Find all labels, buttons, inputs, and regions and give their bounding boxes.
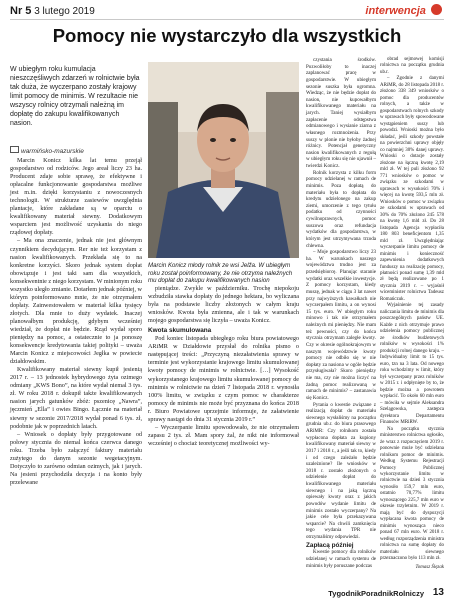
paragraph: obrad sejmowej komisji rolnictwa na początku grudnia ub.r. (380, 57, 444, 75)
section-circle-icon (431, 4, 442, 15)
section-label (365, 4, 442, 17)
column-2 (148, 285, 299, 448)
paragraph: Kwestie pomocy dla rolników udzielanej w ramach systemu de minimis były poruszane podczas (306, 549, 376, 569)
page-header (0, 0, 454, 22)
paragraph: pieniądze. Zwykle w październiku. Trochę niepokoju wzbudziła stawka dopłaty do jednego hektara, bo wyliczana była na podstawie liczby złożonych w całym kraju wniosków. Kwota była zmienna, ale i tak w warunkach mojego gospodarstwa się liczyła – uważa Konicz. (148, 286, 299, 325)
column-4 (380, 57, 444, 571)
subheading: Kwota skumulowana (148, 327, 212, 335)
paragraph: Kwalifikowany materiał siewny kupił jesienią 2017 r. – 13 jednostek hybrydowego żyta ozimego odmiany „KWS Bono”, na które wydał niemal 3 tys. zł. W roku 2018 r. dokupił także kwalifikowanych nasion jarych gatunków zbóż: pszenicę „Nawra”, jęczmień „Ella” i owies Bingo. Łącznie na materiał siewny w sezonie 2017/2018 wydał ponad 6 tys. zł, podobnie jak w poprzednich latach. (10, 367, 142, 430)
header-divider (10, 19, 444, 20)
column-1 (10, 157, 142, 487)
publication-logo: TygodnikPoradnikRolniczy (328, 589, 424, 598)
column-3 (306, 57, 376, 569)
envelope-icon (10, 146, 19, 153)
paragraph: – Wyczerpanie limitu spowodowało, że nie otrzymałem zapasu 2 tys. zł. Mam spory żal, że nikt nie informował wcześniej o chociaż teoretycznej możliwości wy- (148, 424, 299, 447)
issue-date: 3 lutego 2019 (34, 6, 95, 17)
paragraph: czystania środków. Pozwoliłoby to inaczej zaplanować pracę w gospodarstwie. W ubiegłym sezonie suszka była ogromna. Wiedząc, że nie będzie dopłat do nasion, nie kupowałbym kwalifikowanego materiału na jarych. Taniej wysiałbym zapłacenie odstępstwa odmianowego i wysianie ziarna z własnego rozmnożenia. Przy suszy w plonie nie byłoby żadnej różnicy. Potencjał genetyczny nasion kwalifikowanych z regułą w ubiegłym roku się nie ujawnił – twierdzi Konicz. (306, 57, 376, 169)
article-lead: W ubiegłym roku kumulacja nieszczęśliwych zdarzeń w rolnictwie była tak duża, że wyczerpano zostały krajowy limit pomocy de minimis. W rezultacie nie wszyscy rolnicy otrzymali należną im dopłatę do zakupu kwalifikowanych nasion. (10, 66, 140, 127)
paragraph: Pod koniec listopada ubiegłego roku biura powiatowego ARiMR w Działdowie przysłał do rolnika pismo o następującej treści: „Przyczyną niezałatwienia sprawy w terminie jest wykorzystanie krajowego limitu skumulowanej kwoty pomocy de minimis w rolnictwie. […] Wysokość wykorzystanego krajowego limitu skumulowanej pomocy de minimis w rolnictwie na dzień 7 listopada 2018 r. wynosiła 100% limitu, w związku z czym pomoc w charakterze pomocy de minimis nie może być przyznana do końca 2018 r. Biuro Powiatowe uprzejmie informuje, że załatwienie sprawy nastąpi do dnia 31 stycznia 2019 r.” (148, 336, 299, 423)
section-name: interwencja (365, 5, 426, 17)
paragraph: Wyjaśnienie tej zasady naliczania limitu de minimis dla poszczególnych państw UE. Każde z nich otrzymuje prawo udzielenia pomocy publicznej ze środków budżetowych rolników w wysokości 1% produkcji rolnej danego kraju. – Indywidualny limit to 15 tys. euro, tzn na 3 lata. Od nowego roku wchodzimy w limit, który był wyczerpany przez rolników w 2015 r. i odpłynięte by to, że będzie można a powrotem wypłacić. To około 60 mln euro – mówiła w sejmie Aleksandra Szelągowska, zastępca dyrektora Departamentu Finansów MRiRW. (380, 303, 444, 426)
issue-number: Nr 5 (10, 5, 32, 17)
page-number: 13 (432, 587, 444, 598)
author-signature: Tomasz Ślęzak (415, 564, 444, 570)
subheading: Zapłacą później (306, 541, 354, 549)
article-photo (148, 62, 299, 258)
paragraph: – Zgodnie z danymi ARiMR, do 28 listopada 2018 r. złożono 338 349 wniosków o pomoc dla producentów rolnych, a także w gospodarstwach rolnych szkody w uprawach były spowodowane wystąpieniem suszy lub powodzi. Wnioski można było składać, jeśli szkody powstałe na powierzchni uprawy objęły co najmniej 30% danej uprawy. Wnioski o dotacje zostały złożone na łączną kwotę 2,19 mld zł. W tej puli złożono 92 771 wniosków o pomoc w związku ze szkodami w uprawach w wysokości 70% i więcej na kwotę 593,5 mln zł. Wniosków o pomoc w związku ze szkodami w uprawach od 30% do 70% złożono 245 578 na kwotę 1,6 mld zł. Do 28 listopada Agencja wypłaciła 180 803 beneficjentom 1,35 mld zł. Uwzględniając wyczerpanie limitu pomocy de minimis i konieczność zapewnienia dodatkowych funduszy na realizację pomocy, płatności ponad sumę 1,39 mld zł będą realizowane po 1 stycznia 2019 r. – wyjaśnił wiceminister rolnictwa Tadeusz Romańczuk. (380, 76, 444, 302)
author-line (10, 146, 84, 155)
paragraph: Marcin Konicz kilka lat temu przejął gospodarstwo od rodziców. Jego areał liczy 23 ha. Producent zdaje sobie sprawę, że efektywne i opłacalne funkcjonowanie gospodarstwa możliwe jest m.in. dzięki korzystaniu z nowoczesnych technologii. W strukturze zasiewów uwzględnia plantacje, które zakładane są w oparciu o kwalifikowany materiał siewny. Dodatkowym wsparciem jest możliwość uzyskania do niego rządowej dopłaty. (10, 158, 142, 237)
issue-info (10, 5, 95, 17)
paragraph: – Moje gospodarstwo liczy 23 ha. W warunkach naszego województwa trudno jest za przedsiębiorcę. Planując staranie wydatki oraz wszelkie inwestycje. Z pomocy korzystam, kiedy muszę, jednak w ciągu 3 lat nawet przy najwyższych kawałkach nie wyczerpałem limitu, a on wynosi 15 tys. euro. W ubiegłym roku minowo i tak nie otrzymałem należnych mi pieniędzy. Nie mam też pewności, czy do końca stycznia otrzymam zaległe kwoty. Czy w okresie ogólnokrajowym w naszym województwie kwoty pomocy nie odbiło się w nie dopłaty za nasiona w ogóle będzie przysługiwała? Skoro pieniędzy nie ma, czy nie można liczyć na żadną pomoc realizowaną w ramach de minimis? – zastanawia się Konicz. (306, 249, 376, 401)
paragraph: – Ma ona znaczenie, jednak nie jest głównym czynnikiem decydującym. Rer nie też korzystam z nasion kwalifikowanych. Przekłada się to na konkretne korzyści. Skoro jednak system dopłat obowiązuje i jest taki sam dla wszystkich, konsekwentnie z niego korzystam. W minionym roku wszystko uległo zmianie. Dotarłem jednak później, w którym poinformowano mnie, że nie otrzymałem dopłaty. Zainwestowałem w materiał kilka tysięcy złotych. Dla mnie to duży wydatek. Inaczej planowałbym produkcję, gdybym wcześniej wiedział, że dopłat nie będzie. Rząd wydał sporo pieniędzy na pomoc, a ostatecznie to ja ponoszę konsekwencje kredytowania takiej polityki – uważa Marcin Konicz z miejscowości Jegłka w powiecie działdowskim. (10, 238, 142, 366)
farmer-photo-image (148, 62, 299, 258)
article-title: Pomocy nie wystarczyło dla wszystkich (52, 25, 402, 46)
paragraph: Na początku stycznia ministerstwo rolnictwa ogłosiło, że wraz z rozpoczęciem 2019 r. ponownie może być udzielana rolnikom pomoc de minimis. Według Systemu Rejestracji Pomocy Publicznej wykorzystanie limitu w rolnictwie na dzień 3 stycznia wynosiło 159,7 mln euro, ostatnio 70,77% limitu wynoszącego 225,7 mln euro w okresie trzyletnim. W 2019 r. mają być do dyspozycji wypłacana kwota pomocy de minimis wynosząca nieco ponad 67 mln euro. W 2018 r. według rozporządzenia ministra rolnictwa na sumę dopłaty do materiału siewnego przeznaczono było 113 mln zł. (380, 426, 444, 562)
photo-caption: Marcin Konicz młody rolnik ze wsi Jelža. W ubiegłym roku został poinformowany, że nie otrzyma należnych mu dopłat do zakupu kwalifikowanych nasion (148, 262, 293, 285)
author-name: warmińsko-mazurskie (21, 148, 84, 155)
page-footer (0, 586, 454, 600)
paragraph: Pytania o kwestie związane z realizacją dopłat do materiału siewnego wysłaliśmy na początku grudnia ub.r. do biura prasowego ARiMR: Czy rolnikom została wypłacona dopłata za kupiony kwalifikowany materiał siewny w 2017 i 2018 r., a jeśli tak to, kiedy i od czego zależało będzie uzależnione? Ile wniosków w 2018 r. zostało złożonych o udzielenie dopłat do kwalifikowanego materiału siewnego i na jaką łączną opiewały kwoty oraz z jakich powodów wydanie limitu de minimis zostało wyczerpany? Na jakie cele była przekazywana wsparcie? Na chwili zamknięcia tego wydania TPR nie otrzymaliśmy odpowiedzi. (306, 401, 376, 540)
paragraph: Rolnik korzysta z kilku form pomocy udzielanej w ramach de minimis. Poza dopłatą do materiału była to dopłata do kredytu udzielonego na zakup ziemi, umorzenie z tego tytułu podatku od czynności cywilnoprawnych, pomoc suszowa oraz refundacja wydatków dla gospodarstwa, w którym jest utrzymywana trzoda chlewna. (306, 169, 376, 249)
paragraph: – Wniosek o dopłaty były przygotowane od połowy stycznia do niemal końca czerwca danego roku. Trzeba było załączyć faktury materiału zużytego do danym sezonie wegetacyjnym. Dotyczyło to zarówno odmian ozimych, jak i jarych. Na jesieni przychodziła decyzja i na konto były przelewane (10, 431, 142, 486)
